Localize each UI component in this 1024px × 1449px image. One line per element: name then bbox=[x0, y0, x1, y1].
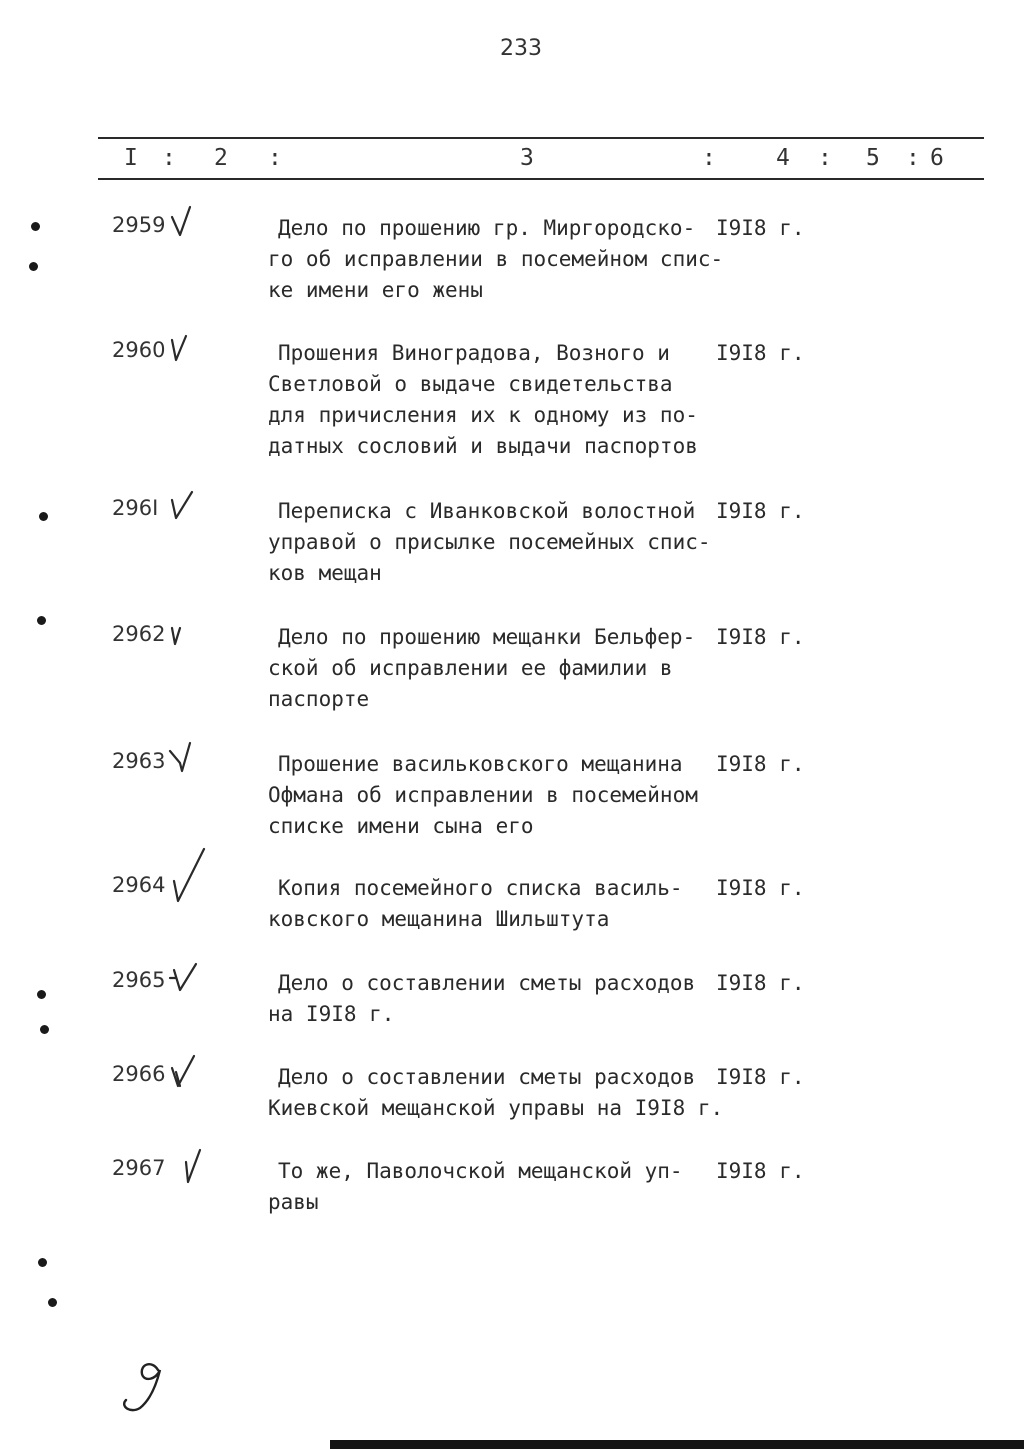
column-separator: : bbox=[906, 145, 920, 171]
column-header-4: 4 bbox=[776, 145, 790, 171]
binding-hole-mark bbox=[31, 222, 40, 231]
column-header-3: 3 bbox=[520, 145, 534, 171]
entry-text-line: Дело о составлении сметы расходов bbox=[278, 1065, 696, 1089]
entry-description bbox=[268, 1062, 728, 1124]
entry-text-line: на I9I8 г. bbox=[268, 1002, 395, 1026]
column-separator: : bbox=[268, 145, 282, 171]
entry-description bbox=[268, 213, 728, 306]
entry-number: 2963 bbox=[112, 749, 166, 773]
handwritten-sheet-number bbox=[112, 1356, 182, 1416]
check-mark-icon bbox=[168, 205, 208, 245]
page-number: 233 bbox=[500, 36, 542, 61]
check-mark-icon bbox=[168, 960, 208, 1000]
entry-text-line: Киевской мещанской управы на I9I8 г. bbox=[268, 1096, 724, 1120]
entry-number: 2964 bbox=[112, 873, 166, 897]
entry-text-line: ковского мещанина Шильштута bbox=[268, 907, 610, 931]
entry-description bbox=[268, 496, 728, 589]
entry-text-line: датных сословий и выдачи паспортов bbox=[268, 434, 698, 458]
entry-number: 2965 bbox=[112, 968, 166, 992]
entry-description bbox=[268, 338, 728, 462]
entry-year: I9I8 г. bbox=[716, 1159, 805, 1183]
entry-number: 2962 bbox=[112, 622, 166, 646]
column-separator: : bbox=[702, 145, 716, 171]
entry-year: I9I8 г. bbox=[716, 216, 805, 240]
binding-hole-mark bbox=[38, 1258, 47, 1267]
column-header-5: 5 bbox=[866, 145, 880, 171]
entry-text-line: Прошение васильковского мещанина bbox=[278, 752, 683, 776]
entry-number: 296I bbox=[112, 496, 159, 520]
binding-hole-mark bbox=[29, 262, 38, 271]
column-separator: : bbox=[818, 145, 832, 171]
entry-description bbox=[268, 968, 728, 1030]
entry-description bbox=[268, 749, 728, 842]
scan-bottom-edge bbox=[330, 1440, 1024, 1449]
entry-description bbox=[268, 1156, 728, 1218]
entry-year: I9I8 г. bbox=[716, 971, 805, 995]
entry-text-line: Копия посемейного списка василь- bbox=[278, 876, 683, 900]
entry-text-line: ке имени его жены bbox=[268, 278, 483, 302]
entry-description bbox=[268, 622, 728, 715]
entry-text-line: Светловой о выдаче свидетельства bbox=[268, 372, 673, 396]
entry-text-line: равы bbox=[268, 1190, 319, 1214]
entry-text-line: ской об исправлении ее фамилии в bbox=[268, 656, 673, 680]
entry-year: I9I8 г. bbox=[716, 341, 805, 365]
entry-year: I9I8 г. bbox=[716, 752, 805, 776]
entry-text-line: Дело по прошению гр. Миргородско- bbox=[278, 216, 696, 240]
entry-number: 2967 bbox=[112, 1156, 166, 1180]
entry-year: I9I8 г. bbox=[716, 499, 805, 523]
binding-hole-mark bbox=[40, 1025, 49, 1034]
entry-number: 2959 bbox=[112, 213, 166, 237]
entry-year: I9I8 г. bbox=[716, 876, 805, 900]
column-separator: : bbox=[162, 145, 176, 171]
column-header-6: 6 bbox=[930, 145, 944, 171]
header-top-rule bbox=[98, 137, 984, 139]
entry-year: I9I8 г. bbox=[716, 1065, 805, 1089]
column-header-1: I bbox=[124, 145, 138, 171]
binding-hole-mark bbox=[48, 1298, 57, 1307]
entry-text-line: ков мещан bbox=[268, 561, 382, 585]
check-mark-icon bbox=[168, 853, 208, 905]
binding-hole-mark bbox=[39, 512, 48, 521]
entry-text-line: Дело о составлении сметы расходов bbox=[278, 971, 696, 995]
entry-text-line: списке имени сына его bbox=[268, 814, 534, 838]
check-mark-icon bbox=[168, 330, 208, 370]
check-mark-icon bbox=[180, 1148, 220, 1188]
entry-text-line: паспорте bbox=[268, 687, 370, 711]
entry-year: I9I8 г. bbox=[716, 625, 805, 649]
binding-hole-mark bbox=[37, 616, 46, 625]
check-mark-icon bbox=[168, 741, 208, 781]
entry-text-line: Прошения Виноградова, Возного и bbox=[278, 341, 670, 365]
entry-number: 2966 bbox=[112, 1062, 166, 1086]
entry-text-line: Дело по прошению мещанки Бельфер- bbox=[278, 625, 696, 649]
check-mark-icon bbox=[168, 1054, 208, 1094]
entry-number: 2960 bbox=[112, 338, 166, 362]
entry-text-line: То же, Паволочской мещанской уп- bbox=[278, 1159, 683, 1183]
check-mark-icon bbox=[168, 614, 208, 654]
check-mark-icon bbox=[168, 488, 208, 528]
entry-description bbox=[268, 873, 728, 935]
entry-text-line: го об исправлении в посемейном спис- bbox=[268, 247, 724, 271]
header-bottom-rule bbox=[98, 178, 984, 180]
entry-text-line: для причисления их к одному из по- bbox=[268, 403, 698, 427]
binding-hole-mark bbox=[37, 990, 46, 999]
entry-text-line: Переписка с Иванковской волостной bbox=[278, 499, 696, 523]
entry-text-line: управой о присылке посемейных спис- bbox=[268, 530, 711, 554]
column-header-2: 2 bbox=[214, 145, 228, 171]
entry-text-line: Офмана об исправлении в посемейном bbox=[268, 783, 698, 807]
